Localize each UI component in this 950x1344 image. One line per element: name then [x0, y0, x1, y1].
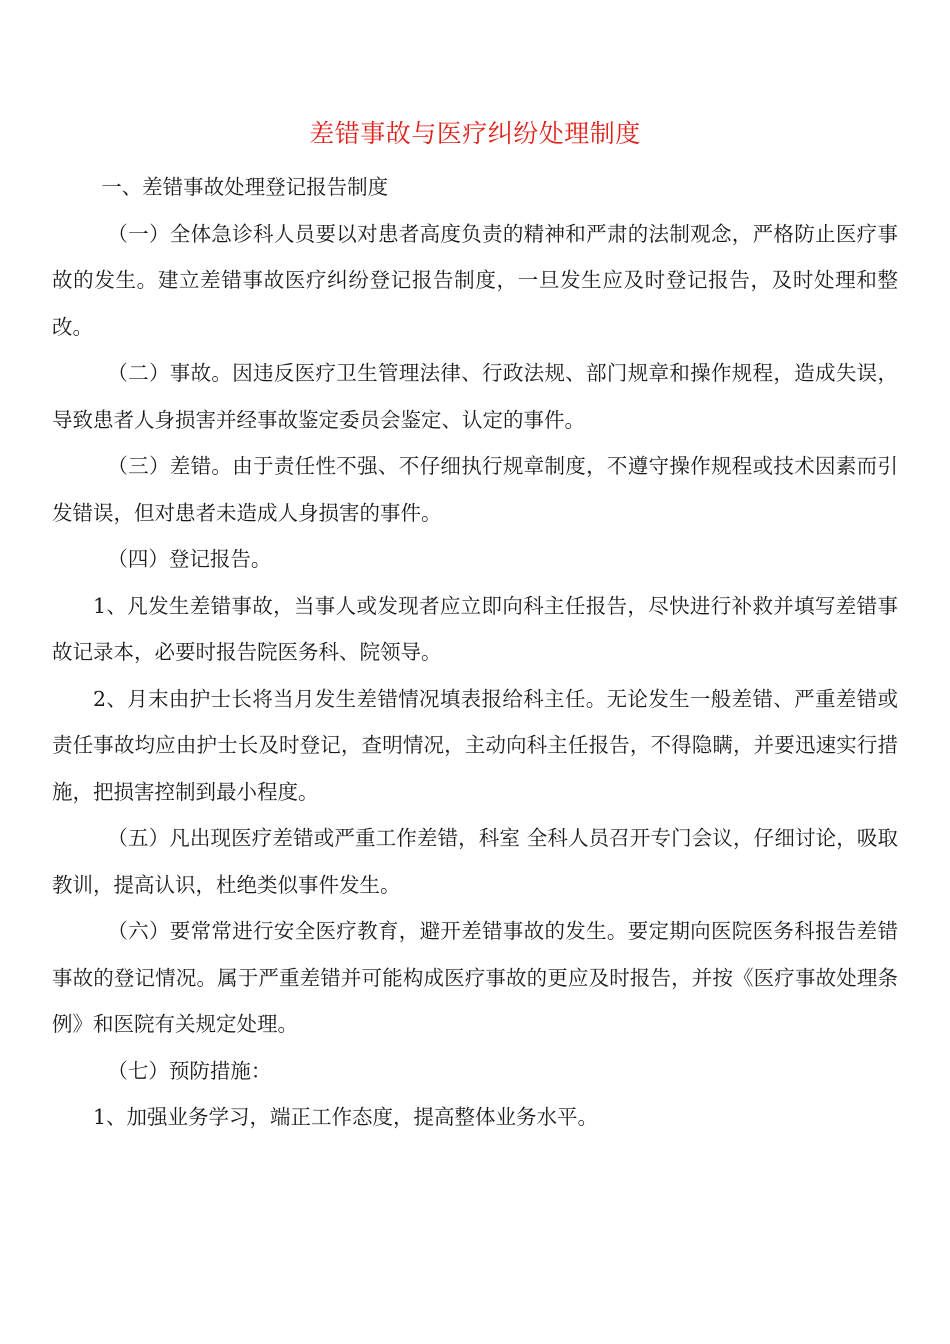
paragraph-item-1: 1、凡发生差错事故，当事人或发现者应立即向科主任报告，尽快进行补救并填写差错事故记录本，必要时报告院医务科、院领导。 [52, 593, 898, 664]
document-title: 差错事故与医疗纠纷处理制度 [309, 119, 641, 148]
paragraph-item-2: 2、月末由护士长将当月发生差错情况填表报给科主任。无论发生一般差错、严重差错或责任事故均应由护士长及时登记，查明情况，主动向科主任报告，不得隐瞒，并要迅速实行措施，把损害控制到最小程度。 [52, 686, 898, 804]
paragraph-clause-2: （二）事故。因违反医疗卫生管理法律、行政法规、部门规章和操作规程，造成失误，导致患者人身损害并经事故鉴定委员会鉴定、认定的事件。 [52, 361, 898, 432]
section-heading-1: 一、差错事故处理登记报告制度 [101, 175, 389, 199]
paragraph-item-3: 1、加强业务学习，端正工作态度，提高整体业务水平。 [93, 1105, 599, 1129]
document-page [52, 112, 898, 1141]
paragraph-clause-3: （三）差错。由于责任性不强、不仔细执行规章制度，不遵守操作规程或技术因素而引发错误，但对患者未造成人身损害的事件。 [52, 454, 898, 525]
paragraph-clause-5: （五）凡出现医疗差错或严重工作差错，科室 全科人员召开专门会议，仔细讨论，吸取教训，提高认识，杜绝类似事件发生。 [52, 826, 898, 897]
paragraph-clause-7: （七）预防措施： [107, 1058, 272, 1083]
paragraph-clause-6: （六）要常常进行安全医疗教育，避开差错事故的发生。要定期向医院医务科报告差错事故的登记情况。属于严重差错并可能构成医疗事故的更应及时报告，并按《医疗事故处理条例》和医院有关规定处理。 [52, 919, 898, 1036]
paragraph-clause-4: （四）登记报告。 [107, 547, 272, 571]
paragraph-clause-1: （一）全体急诊科人员要以对患者高度负责的精神和严肃的法制观念，严格防止医疗事故的发生。建立差错事故医疗纠纷登记报告制度，一旦发生应及时登记报告，及时处理和整改。 [52, 221, 898, 339]
